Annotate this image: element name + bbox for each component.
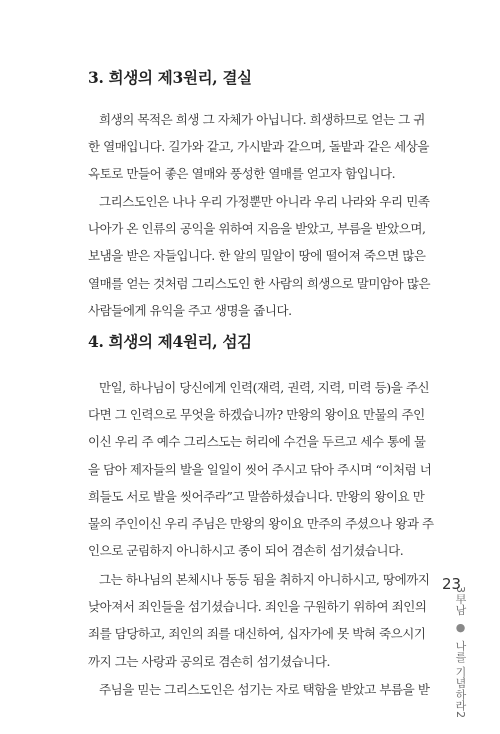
text-line: 을 담아 제자들의 발을 일일이 씻어 주시고 닦아 주시며 “이처럼 너	[88, 461, 432, 477]
text-line: 주님을 믿는 그리스도인은 섬기는 자로 택함을 받았고 부름을 받	[99, 682, 430, 697]
section4-paragraph-1	[88, 374, 434, 564]
page-number: 23	[442, 575, 462, 593]
text-line: 이신 우리 주 예수 그리스도는 허리에 수건을 두르고 세수 통에 물	[88, 434, 426, 450]
text-line: 희생의 목적은 희생 그 자체가 아닙니다. 희생하므로 얻는 그 귀	[99, 112, 425, 127]
text-line: 나아가 온 인류의 공익을 위하여 지음을 받았고, 부름을 받았으며,	[88, 221, 426, 237]
text-line: 까지 그는 사랑과 공의로 겸손히 섬기셨습니다.	[88, 653, 331, 669]
section-heading-3: 3. 희생의 제3원리, 결실	[88, 68, 252, 87]
running-title	[452, 586, 468, 718]
text-line: 인으로 군림하지 아니하시고 종이 되어 겸손히 섬기셨습니다.	[88, 543, 404, 559]
text-line: 열매를 얻는 것처럼 그리스도인 한 사람의 희생으로 말미암아 많은	[88, 275, 431, 291]
running-title-book: 나를 기념하라2	[454, 640, 467, 719]
text-line: 옥토로 만들어 좋은 열매와 풍성한 열매를 얻고자 함입니다.	[88, 166, 396, 182]
text-line: 낮아져서 죄인들을 섬기셨습니다. 죄인을 구원하기 위하여 죄인의	[88, 599, 427, 615]
section4-paragraph-3	[88, 676, 430, 703]
text-line: 죄를 담당하고, 죄인의 죄를 대신하여, 십자가에 못 박혀 죽으시기	[88, 626, 426, 642]
text-line: 물의 주인이신 우리 주님은 만왕의 왕이요 만주의 주셨으나 왕과 주	[88, 515, 434, 531]
text-line: 희들도 서로 발을 씻어주라”고 말씀하셨습니다. 만왕의 왕이요 만	[88, 488, 425, 504]
section3-paragraph-1	[88, 106, 430, 188]
section3-paragraph-2	[88, 188, 431, 324]
section4-paragraph-2	[88, 566, 430, 675]
text-line: 보냄을 받은 자들입니다. 한 알의 밀알이 땅에 떨어져 죽으면 많은	[88, 248, 426, 264]
running-title-part: 3早남	[454, 586, 467, 616]
text-line: 다면 그 인력으로 무엇을 하겠습니까? 만왕의 왕이요 만물의 주인	[88, 407, 425, 423]
text-line: 한 열매입니다. 길가와 같고, 가시밭과 같으며, 돌밭과 같은 세상을	[88, 139, 430, 155]
text-line: 사람들에게 유익을 주고 생명을 줍니다.	[88, 302, 292, 318]
running-title-separator: ●	[454, 621, 467, 635]
section-heading-4: 4. 희생의 제4원리, 섬김	[88, 332, 252, 351]
text-line: 그리스도인은 나나 우리 가정뿐만 아니라 우리 나라와 우리 민족	[99, 194, 430, 209]
text-line: 만일, 하나님이 당신에게 인력(재력, 권력, 지력, 미력 등)을 주신	[99, 380, 430, 395]
text-line: 그는 하나님의 본체시나 동등 됨을 취하지 아니하시고, 땅에까지	[99, 572, 430, 587]
